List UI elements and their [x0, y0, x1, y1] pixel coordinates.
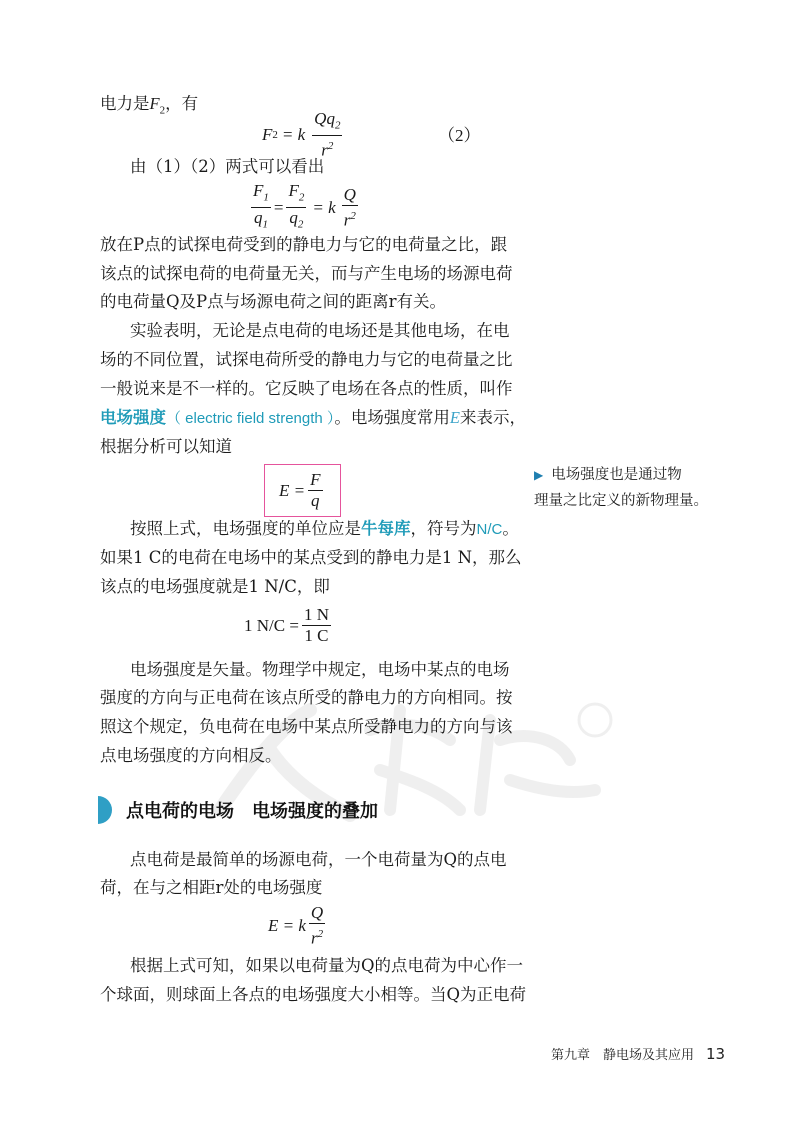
superscript: 2 [327, 140, 334, 153]
paragraph-line: 该点的试探电荷的电荷量无关，而与产生电场的场源电荷 [100, 264, 513, 283]
equals-k: = k [281, 125, 306, 145]
lhs: E = [279, 480, 306, 500]
section-title: 点电荷的电场 电场强度的叠加 [126, 801, 378, 822]
english-term: （ electric field strength ） [166, 410, 335, 427]
formula-ratio [248, 182, 361, 234]
paragraph-line: 放在P点的试探电荷受到的静电力与它的电荷量之比，跟 [100, 235, 508, 254]
paragraph-line: 根据上式可知，如果以电荷量为Q的点电荷为中心作一 [130, 956, 524, 975]
paragraph-line: 电场强度是矢量。物理学中规定，电场中某点的电场 [130, 660, 510, 679]
equals-k: = k [312, 197, 336, 217]
equals: = [273, 197, 284, 217]
fraction: $\frac{1 N}{1 C}$ [303, 605, 329, 645]
lhs: E = k [268, 915, 306, 935]
paragraph-line: 由（1）（2）两式可以看出 [130, 157, 325, 176]
heading-marker [98, 796, 112, 824]
page-number: 13 [706, 1045, 726, 1063]
subscript: 2 [159, 104, 166, 117]
subscript: 2 [334, 119, 341, 132]
formula-2 [262, 110, 345, 160]
numerator: Qq [314, 109, 335, 128]
lhs: 1 N/C = [244, 615, 299, 635]
symbol-F: F [149, 94, 160, 113]
paragraph-line: 点电荷是最简单的场源电荷，一个电荷量为Q的点电 [130, 850, 507, 869]
definition-formula-box [264, 464, 341, 517]
paragraph-line: 如果1 C的电荷在电场中的某点受到的静电力是1 N，那么 [100, 548, 522, 567]
fraction: $\frac{Q}{r^2}$ [310, 903, 324, 948]
paragraph-line: 荷，在与之相距r处的电场强度 [100, 878, 323, 897]
term-newton-per-coulomb: 牛每库 [361, 519, 411, 538]
text: ，有 [165, 94, 199, 113]
symbol-E: E [449, 408, 460, 427]
paragraph-line: 的电荷量Q及P点与场源电荷之间的距离r有关。 [100, 292, 447, 311]
margin-note-line: 理量之比定义的新物理量。 [534, 493, 708, 509]
subscript: 2 [272, 129, 278, 142]
point-charge-formula [268, 904, 328, 948]
fraction: $\frac{Q}{r^2}$ [343, 185, 356, 230]
paragraph-line: 照这个规定，负电荷在电场中某点所受静电力的方向与该 [100, 717, 513, 736]
paragraph-line: 一般说来是不一样的。它反映了电场在各点的性质，叫作 [100, 379, 513, 398]
triangle-marker-icon: ▶ [534, 468, 544, 482]
fraction: $\frac{F_1}{q_1}$ [253, 181, 269, 231]
paragraph-line: 根据分析可以知道 [100, 437, 232, 456]
term-electric-field-strength: 电场强度 [100, 408, 166, 427]
paragraph-line: 实验表明，无论是点电荷的电场还是其他电场，在电 [130, 321, 510, 340]
paragraph-line: 强度的方向与正电荷在该点所受的静电力的方向相同。按 [100, 688, 513, 707]
fraction [312, 110, 342, 160]
symbol: F [262, 125, 273, 145]
text: 电力是 [100, 94, 150, 113]
paragraph-line: 场的不同位置，试探电荷所受的静电力与它的电荷量之比 [100, 350, 513, 369]
chapter-title: 第九章 静电场及其应用 [551, 1048, 695, 1063]
section-heading [98, 796, 378, 824]
paragraph-line: 点电场强度的方向相反。 [100, 746, 282, 765]
paragraph-line: 个球面，则球面上各点的电场强度大小相等。当Q为正电荷 [100, 985, 527, 1004]
margin-note-line: 电场强度也是通过物 [551, 467, 682, 483]
paragraph-line: 该点的电场强度就是1 N/C，即 [100, 577, 330, 596]
paragraph-line: 按照上式，电场强度的单位应是牛每库，符号为N/C。 [130, 519, 519, 538]
unit-formula [244, 606, 334, 645]
formula-tag [438, 121, 481, 146]
equation-number: （2） [438, 126, 481, 145]
denominator: r [321, 141, 328, 161]
margin-note [534, 462, 724, 514]
paragraph-line: 电场强度（ electric field strength ）。电场强度常用E来表示， [100, 408, 526, 427]
fraction: $\frac{F}{q}$ [310, 470, 321, 510]
page-footer [551, 1044, 725, 1063]
fraction: $\frac{F_2}{q_2}$ [288, 181, 305, 231]
unit-symbol: N/C [476, 521, 503, 538]
